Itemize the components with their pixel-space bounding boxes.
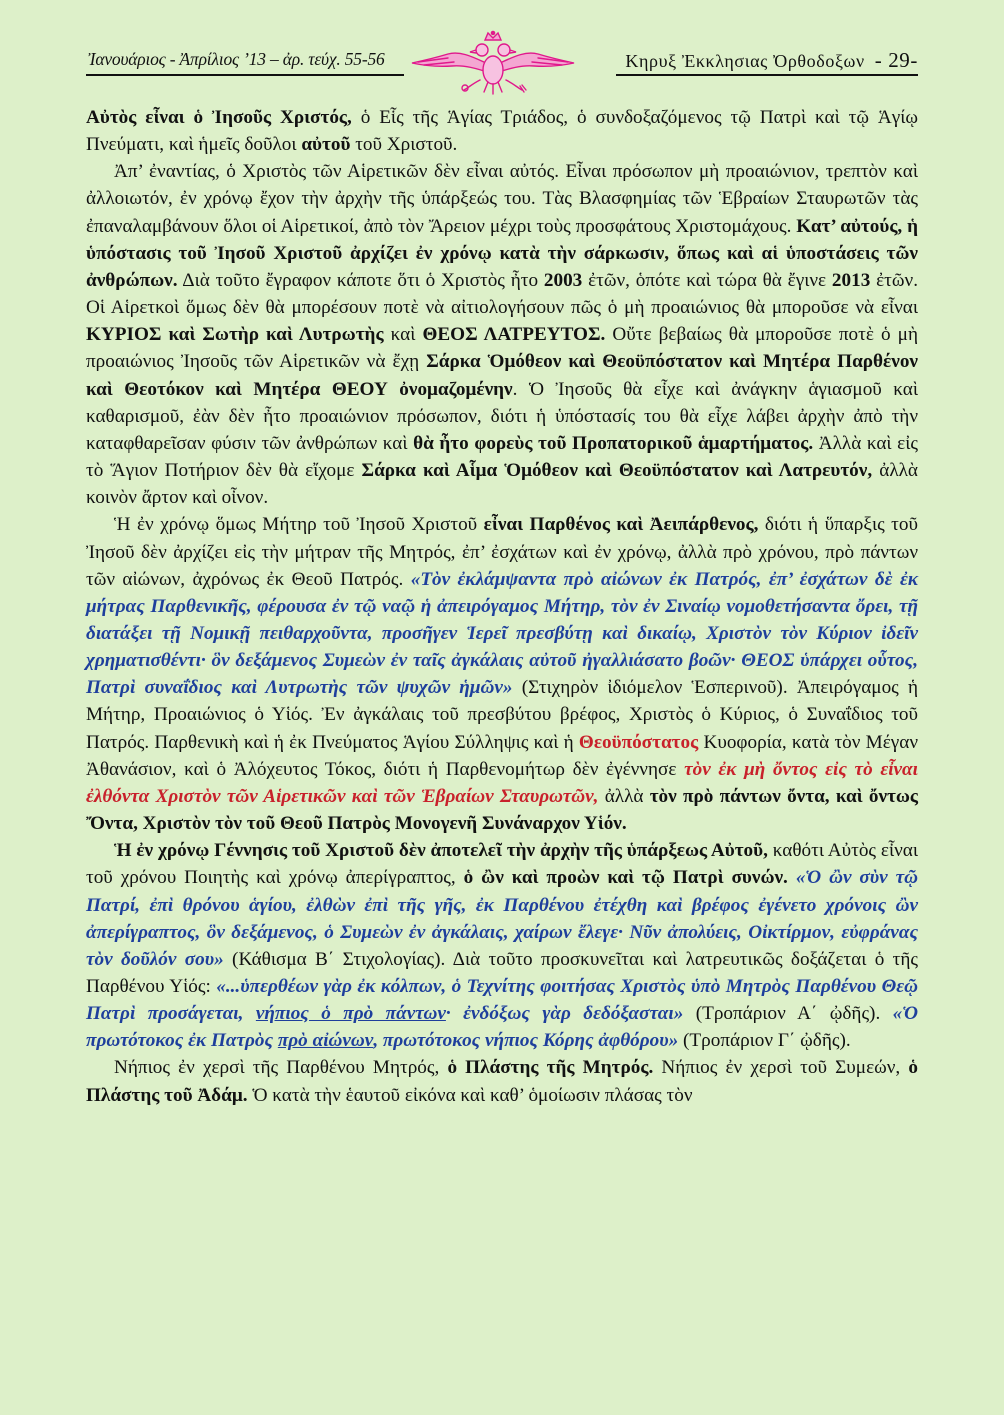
emphasis: τὸν πρὸ πάντων ὄντα, καὶ ὄντως Ὄντα, Χριστὸν τὸν τοῦ Θεοῦ Πατρὸς Μονογενῆ Συνάναρχον Υἱόν. xyxy=(86,785,918,835)
text-run: (Κάθισμα Β΄ Στιχολογίας). Διὰ τοῦτο προσκυνεῖται καὶ λατρευτικῶς δοξάζεται ὁ τῆς Παρθένου Υἱός: xyxy=(86,948,919,997)
emphasis: ΘΕΟΣ ΛΑΤΡΕΥΤΟΣ. xyxy=(422,324,606,346)
text-run: ὁ Εἷς τῆς Ἁγίας Τριάδος, ὁ συνδοξαζόμενος τῷ Πατρὶ καὶ τῷ Ἁγίῳ Πνεύματι, καὶ ἡμεῖς δοῦλοι xyxy=(86,107,919,156)
emphasis: θὰ ἦτο φορεὺς τοῦ Προπατορικοῦ ἁμαρτήματος. xyxy=(413,432,814,454)
red-emphasis: Θεοϋπόστατος xyxy=(578,731,699,753)
text-run: (Τροπάριον Α΄ ᾠδῆς). xyxy=(683,1003,893,1025)
emphasis: Ἡ ἐν χρόνῳ Γέννησις τοῦ Χριστοῦ δὲν ἀποτελεῖ τὴν ἀρχὴν τῆς ὑπάρξεως Αὐτοῦ, xyxy=(114,840,768,862)
paragraph-2 xyxy=(86,158,918,511)
emphasis: 2003 xyxy=(543,269,583,291)
issue-info: Ἰανουάριος - Ἀπρίλιος ’13 – ἀρ. τεύχ. 55-56 xyxy=(88,49,385,69)
magazine-title xyxy=(625,48,918,73)
hymn-quote-underlined: πρὸ αἰώνων xyxy=(277,1030,374,1052)
text-run: Οὔτε βεβαίως θὰ μποροῦσε ποτὲ ὁ μὴ προαιώνιος Ἰησοῦς τῶν Αἱρετικῶν νὰ ἔχῃ xyxy=(86,324,918,373)
text-run: καθότι Αὐτὸς εἶναι τοῦ χρόνου Ποιητὴς καὶ χρόνῳ ἀπερίγραπτος, xyxy=(86,840,918,889)
emphasis: Κατ’ αὐτούς, ἡ ὑπόστασις τοῦ Ἰησοῦ Χριστοῦ ἀρχίζει ἐν χρόνῳ κατὰ τὴν σάρκωσιν, ὅπως καὶ αἱ ὑποστάσεις τῶν ἀνθρώπων. xyxy=(86,215,918,291)
hymn-quote-underlined: νήπιος ὁ πρὸ πάντων xyxy=(255,1003,446,1025)
hymn-quote: «Ὁ ὢν σὺν τῷ Πατρί, ἐπὶ θρόνου ἁγίου, ἐλθὼν ἐπὶ τῆς γῆς, ἐκ Παρθένου ἐτέχθη καὶ βρέφος ἐγένετο χρόνοις ὢν ἀπερίγραπτος, ὃν δεξάμενος, ὁ Συμεὼν ἐν ἀγκάλαις, χαίρων ἔλεγε· Νῦν ἀπολύεις, Οἰκτίρμον, εὐφράνας τὸν δοῦλόν σου» xyxy=(86,867,919,970)
hymn-quote: «Ὁ πρωτότοκος ἐκ Πατρὸς xyxy=(86,1003,918,1052)
text-run: ἀλλὰ xyxy=(598,785,650,807)
emphasis: ὁ Πλάστης τοῦ Ἀδάμ. xyxy=(86,1057,918,1106)
text-run xyxy=(788,867,796,888)
text-run: Κυοφορία, κατὰ τὸν Μέγαν Ἀθανάσιον, καὶ ὁ Ἀλόχευτος Τόκος, διότι ἡ Παρθενομήτωρ δὲν ἐγέννησε xyxy=(86,731,918,780)
text-run: (Τροπάριον Γ΄ ᾠδῆς). xyxy=(678,1030,851,1052)
emphasis: Αὐτὸς εἶναι ὁ Ἰησοῦς Χριστός, xyxy=(86,107,352,128)
text-run: Ὁ κατὰ τὴν ἑαυτοῦ εἰκόνα καὶ καθ’ ὁμοίωσιν πλάσας τὸν xyxy=(247,1084,693,1106)
text-run: (Στιχηρὸν ἰδιόμελον Ἑσπερινοῦ). Ἀπειρόγαμος ἡ Μήτηρ, Προαιώνιος ὁ Υἱός. Ἐν ἀγκάλαις τοῦ πρεσβύτου βρέφος, Χριστὸς ὁ Κύριος, ὁ Συναΐδιος τοῦ Πατρός. Παρθενικὴ καὶ ἡ ἐκ Πνεύματος Ἁγίου Σύλληψις καὶ ἡ xyxy=(86,677,919,753)
text-run: Νήπιος ἐν χερσὶ τοῦ Συμεών, xyxy=(653,1057,909,1079)
text-run: ἐτῶν. Οἱ Αἱρετκοὶ ὅμως δὲν θὰ μπορέσουν ποτὲ νὰ αἰτιολογήσουν πῶς ὁ μὴ προαιώνιος θὰ μποροῦσε νὰ εἶναι xyxy=(86,269,918,319)
paragraph-5 xyxy=(86,1054,918,1108)
text-run: τοῦ Χριστοῦ. xyxy=(350,134,458,156)
emphasis: Σάρκα Ὁμόθεον καὶ Θεοϋπόστατον καὶ Μητέρα Παρθένον καὶ Θεοτόκον καὶ Μητέρα ΘΕΟΥ ὀνομαζομένην xyxy=(86,351,918,400)
paragraph-3 xyxy=(86,511,918,837)
emphasis: ὁ ὢν καὶ προὼν καὶ τῷ Πατρὶ συνών. xyxy=(463,867,788,889)
text-run: Ἀπ’ ἐναντίας, ὁ Χριστὸς τῶν Αἱρετικῶν δὲν εἶναι αὐτός. Εἶναι πρόσωπον μὴ προαιώνιον, τρεπτὸν καὶ ἀλλοιωτόν, ἐν χρόνῳ ἔχον τὴν ἀρχὴν τῆς ὑπάρξεώς του. Τὰς Βλασφημίας τῶν Ἑβραίων Σταυρωτῶν τὰς ἐπαναλαμβάνουν ὅλοι οἱ Αἱρετικοί, ἀπὸ τὸν Ἄρειον μέχρι τοὺς προσφάτους Χριστομάχους. xyxy=(86,161,918,237)
text-run: ἀλλὰ κοινὸν ἄρτον καὶ οἶνον. xyxy=(86,460,918,509)
header-rule-right xyxy=(616,74,918,76)
emphasis: ὁ Πλάστης τῆς Μητρός. xyxy=(447,1057,654,1079)
red-italic-emphasis: τὸν ἐκ μὴ ὄντος εἰς τὸ εἶναι ἐλθόντα Χριστὸν τῶν Αἱρετικῶν καὶ τῶν Ἑβραίων Σταυρωτῶν, xyxy=(86,758,918,807)
header-rule-left xyxy=(86,74,404,76)
page-number: - 29- xyxy=(874,48,918,72)
text-run: . Ὁ Ἰησοῦς θὰ εἶχε καὶ ἀνάγκην ἁγιασμοῦ καὶ καθαρισμοῦ, ἐὰν δὲν ἦτο προαιώνιον πρόσωπον, διότι ἡ ὑπόστασίς του θὰ εἶχε λάβει ἀρχὴν ἀπὸ τὴν καταφθαρεῖσαν φύσιν τῶν ἀνθρώπων καὶ xyxy=(86,378,918,454)
text-run: Νήπιος ἐν χερσὶ τῆς Παρθένου Μητρός, xyxy=(114,1057,448,1079)
emphasis: 2013 xyxy=(831,269,871,291)
text-run: καὶ xyxy=(383,324,423,346)
emphasis: ΚΥΡΙΟΣ καὶ Σωτὴρ καὶ Λυτρωτὴς xyxy=(86,324,384,346)
text-run: διότι ἡ ὕπαρξις τοῦ Ἰησοῦ δὲν ἀρχίζει εἰς τὴν μήτραν τῆς Μητρός, ἐπ’ ἐσχάτων καὶ ἐν χρόνῳ, ἀλλὰ πρὸ χρόνου, πρὸ πάντων τῶν αἰώνων, ἀχρόνως ἐκ Θεοῦ Πατρός. xyxy=(86,514,918,590)
text-run: Διὰ τοῦτο ἔγραφον κάποτε ὅτι ὁ Χριστὸς ἦτο xyxy=(177,269,544,291)
hymn-quote: «Τὸν ἐκλάμψαντα πρὸ αἰώνων ἐκ Πατρός, ἐπ’ ἐσχάτων δὲ ἐκ μήτρας Παρθενικῆς, φέρουσα ἐν τῷ ναῷ ἡ ἀπειρόγαμος Μήτηρ, τὸν ἐν Σιναίῳ νομοθετήσαντα ὄρει, τῇ διατάξει τῇ Νομικῇ πειθαρχοῦντα, προσῆγεν Ἱερεῖ πρεσβύτῃ καὶ δικαίῳ, Χριστὸν τὸν Κύριον ἰδεῖν χρηματισθέντι· ὃν δεξάμενος Συμεὼν ἐν ταῖς ἀγκάλαις αὐτοῦ ἠγαλλιάσατο βοῶν· ΘΕΟΣ ὑπάρχει οὗτος, Πατρὶ συναΐδιος καὶ Λυτρωτὴς τῶν ψυχῶν ἡμῶν» xyxy=(86,568,918,699)
paragraph-4 xyxy=(86,837,918,1054)
magazine-name: Κηρυξ Ἐκκλησιας Ὀρθοδοξων xyxy=(625,51,865,71)
emphasis: αὐτοῦ xyxy=(301,134,351,156)
hymn-quote: , πρωτότοκος νήπιος Κόρης ἀφθόρου» xyxy=(373,1030,679,1052)
double-headed-eagle-icon xyxy=(408,30,578,96)
emphasis: εἶναι Παρθένος καὶ Ἀειπάρθενος, xyxy=(483,514,759,536)
text-run: ἐτῶν, ὁπότε καὶ τώρα θὰ ἔγινε xyxy=(582,269,832,291)
article-body xyxy=(86,104,918,1109)
emphasis: Σάρκα καὶ Αἷμα Ὁμόθεον καὶ Θεοϋπόστατον καὶ Λατρευτόν, xyxy=(361,460,873,482)
text-run: Ἡ ἐν χρόνῳ ὅμως Μήτηρ τοῦ Ἰησοῦ Χριστοῦ xyxy=(114,514,484,536)
hymn-quote: «...ὑπερθέων γὰρ ἐκ κόλπων, ὁ Τεχνίτης φοιτήσας Χριστὸς ὑπὸ Μητρὸς Παρθένου Θεῷ Πατρὶ προσάγεται, xyxy=(86,976,918,1025)
hymn-quote: · ἐνδόξως γὰρ δεδόξασται» xyxy=(445,1003,684,1025)
running-header xyxy=(86,30,918,96)
paragraph-1 xyxy=(86,104,918,158)
text-run: Ἀλλὰ καὶ εἰς τὸ Ἅγιον Ποτήριον δὲν θὰ εἴχομε xyxy=(86,432,918,482)
